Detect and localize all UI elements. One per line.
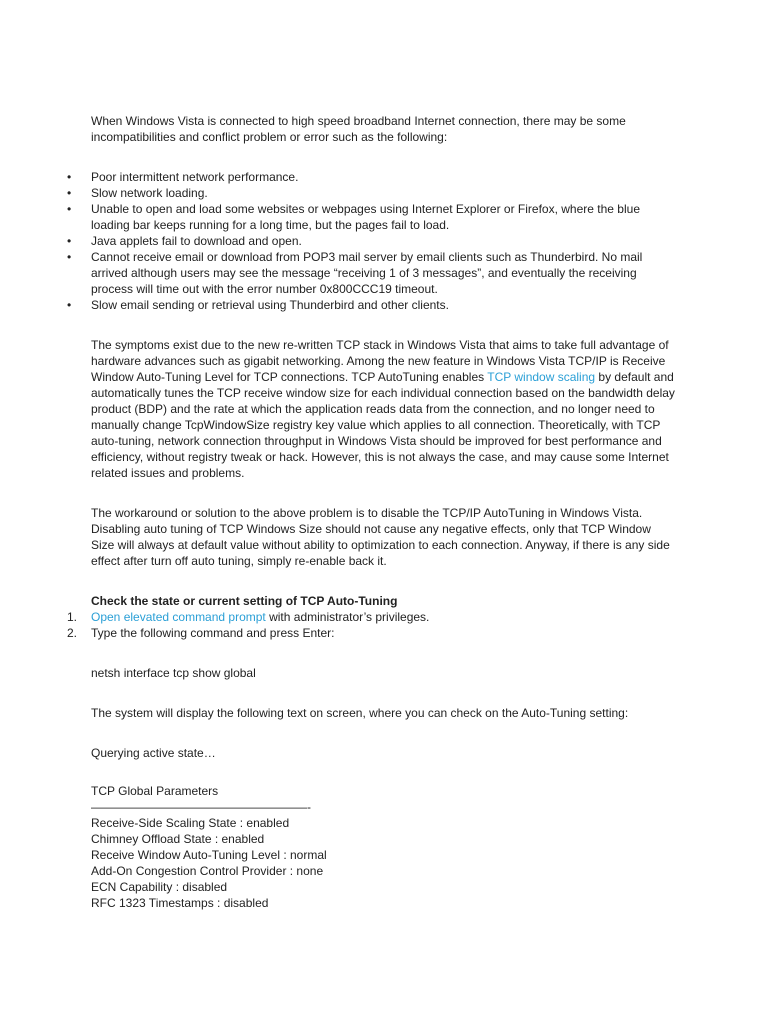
list-item: • Slow network loading. xyxy=(91,185,676,201)
command-text: netsh interface tcp show global xyxy=(91,666,256,680)
steps-list xyxy=(67,609,676,641)
symptom-list xyxy=(91,169,676,313)
step-text: with administrator’s privileges. xyxy=(265,610,430,624)
step-number: 1. xyxy=(67,610,78,624)
global-params-title: TCP Global Parameters xyxy=(91,784,219,798)
tcp-window-scaling-link[interactable]: TCP window scaling xyxy=(487,370,596,384)
list-item: • Unable to open and load some websites or webpages using Internet Explorer or Firefox, where the blue loading bar keeps running for a long time, but the pages fail to load. xyxy=(91,201,676,233)
symptoms-text-before: The symptoms exist due to the new re-written TCP stack in Windows Vista that aims to take full advantage of hardware advances such as gigabit networking. Among the new feature in Windows Vista TCP/IP is Receive Window Auto-Tuning Level for TCP connections. TCP AutoTuning enables xyxy=(91,338,669,384)
check-heading: Check the state or current setting of TCP Auto-Tuning xyxy=(91,594,398,608)
step-text: Type the following command and press Enter: xyxy=(91,626,335,640)
list-item: • Java applets fail to download and open. xyxy=(91,233,676,249)
open-elevated-command-prompt-link[interactable]: Open elevated command prompt xyxy=(91,610,266,624)
param-line: Chimney Offload State : enabled xyxy=(91,832,265,846)
divider-line: ——————————————————- xyxy=(91,800,311,814)
param-line: ECN Capability : disabled xyxy=(91,880,228,894)
symptoms-text-after: by default and automatically tunes the TCP receive window size for each individual connection based on the bandwidth delay product (BDP) and the rate at which the application reads data from the connection, and no longer need to manually change TcpWindowSize registry key value which applies to all connection. Theoretically, with TCP auto-tuning, network connection throughput in Windows Vista should be improved for best performance and efficiency, without registry tweak or hack. However, this is not always the case, and may cause some Internet related issues and problems. xyxy=(91,370,675,480)
symptoms-paragraph xyxy=(91,337,676,481)
param-line: Add-On Congestion Control Provider : none xyxy=(91,864,324,878)
intro-paragraph: When Windows Vista is connected to high speed broadband Internet connection, there may be some incompatibilities and conflict problem or error such as the following: xyxy=(91,114,626,144)
list-item xyxy=(67,625,676,641)
document-content xyxy=(67,113,676,911)
list-item: • Poor intermittent network performance. xyxy=(91,169,676,185)
querying-text: Querying active state… xyxy=(91,746,216,760)
list-item: • Cannot receive email or download from POP3 mail server by email clients such as Thunderbird. No mail arrived although users may see the message “receiving 1 of 3 messages”, and eventually the receiving process will time out with the error number 0x800CCC19 timeout. xyxy=(91,249,676,297)
workaround-paragraph: The workaround or solution to the above problem is to disable the TCP/IP AutoTuning in Windows Vista. Disabling auto tuning of TCP Windows Size should not cause any negative effects, only that TCP Window Size will always at default value without ability to optimization to each connection. Anyway, if there is any side effect after turn off auto tuning, simply re-enable back it. xyxy=(91,506,670,568)
step-number: 2. xyxy=(67,626,78,640)
param-line: Receive Window Auto-Tuning Level : normal xyxy=(91,848,327,862)
param-line: Receive-Side Scaling State : enabled xyxy=(91,816,290,830)
list-item xyxy=(67,609,676,625)
system-display-paragraph: The system will display the following text on screen, where you can check on the Auto-Tuning setting: xyxy=(91,706,629,720)
list-item: • Slow email sending or retrieval using Thunderbird and other clients. xyxy=(91,297,676,313)
param-line: RFC 1323 Timestamps : disabled xyxy=(91,896,269,910)
